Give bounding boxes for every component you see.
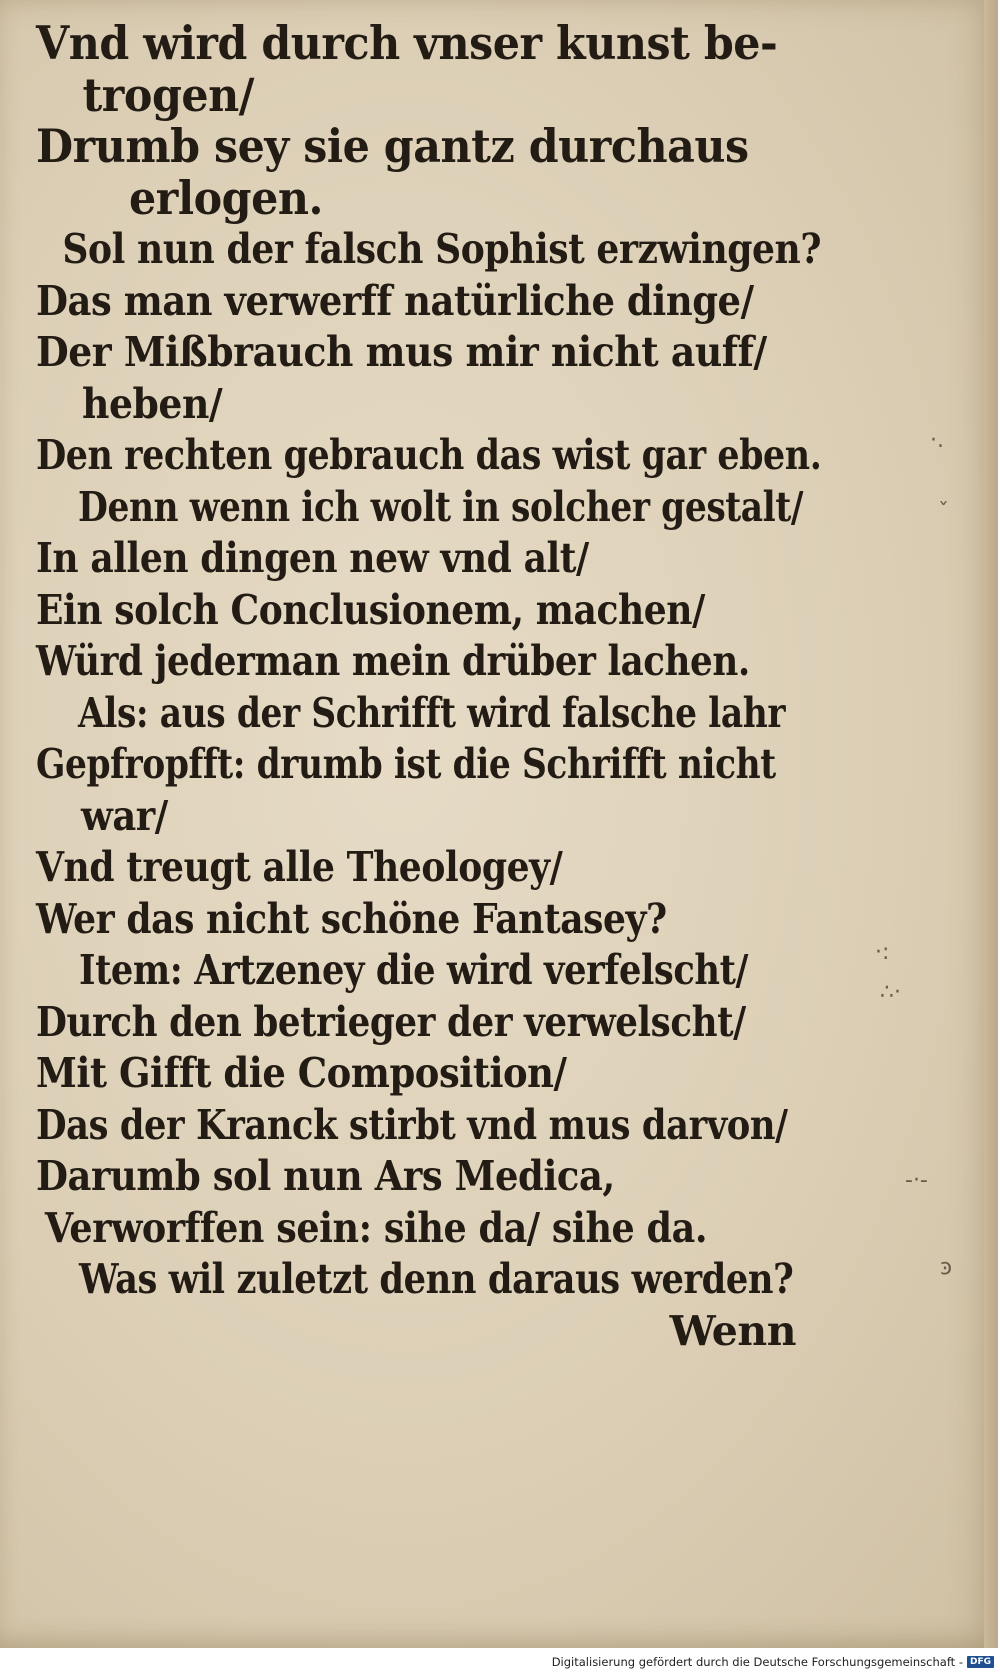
ink-speck: -·-: [905, 1168, 928, 1193]
ink-speck: ·:: [875, 940, 890, 965]
verse-line: Durch den betrieger der verwelscht/: [36, 997, 746, 1046]
ink-speck: ∴·: [880, 980, 901, 1005]
verse-line: heben/: [82, 379, 223, 428]
ink-speck: ͽ: [940, 1255, 953, 1280]
verse-line: Sol nun der falsch Sophist erzwingen?: [62, 225, 822, 273]
verse-line: Mit Gifft die Composition/: [36, 1049, 567, 1097]
verse-line: erlogen.: [129, 170, 323, 225]
verse-line: war/: [81, 791, 168, 840]
verse-line: Ein solch Conclusionem, machen/: [36, 585, 705, 634]
page-edge: [984, 0, 998, 1648]
credit-text: Digitalisierung gefördert durch die Deutsche Forschungsgemeinschaft -: [551, 1655, 963, 1669]
verse-line: In allen dingen new vnd alt/: [36, 534, 589, 582]
verse-line: Würd jederman mein drüber lachen.: [36, 637, 750, 685]
verse-line: Wer das nicht schöne Fantasey?: [36, 894, 667, 943]
verse-line: Vnd treugt alle Theologey/: [36, 843, 563, 891]
verse-line: Vnd wird durch vnser kunst be-: [36, 16, 778, 70]
verse-line: Der Mißbrauch mus mir nicht auff/: [36, 328, 767, 376]
verse-line: Gepfropfft: drumb ist die Schrifft nicht: [36, 740, 776, 788]
catchword: Wenn: [669, 1306, 796, 1355]
verse-line: Drumb sey sie gantz durchaus: [36, 119, 749, 173]
verse-text-block: [36, 16, 822, 1357]
verse-line: Denn wenn ich wolt in solcher gestalt/: [78, 482, 803, 531]
verse-line: Das der Kranck stirbt vnd mus darvon/: [36, 1100, 788, 1149]
verse-line: Den rechten gebrauch das wist gar eben.: [36, 431, 822, 479]
verse-line: Verworffen sein: sihe da/ sihe da.: [44, 1203, 708, 1252]
verse-line: Als: aus der Schrifft wird falsche lahr: [78, 688, 786, 737]
verse-line: Das man verwerff natürliche dinge/: [36, 276, 754, 325]
dfg-logo-icon: DFG: [967, 1656, 994, 1668]
digitization-credit: [552, 1655, 994, 1669]
verse-line: Was wil zuletzt denn daraus werden?: [79, 1255, 794, 1303]
ink-speck: ·.: [930, 428, 944, 453]
ink-speck: ˇ: [938, 500, 949, 525]
verse-line: Item: Artzeney die wird verfelscht/: [79, 946, 748, 994]
verse-line: Darumb sol nun Ars Medica,: [36, 1152, 615, 1200]
verse-line: trogen/: [82, 67, 254, 122]
